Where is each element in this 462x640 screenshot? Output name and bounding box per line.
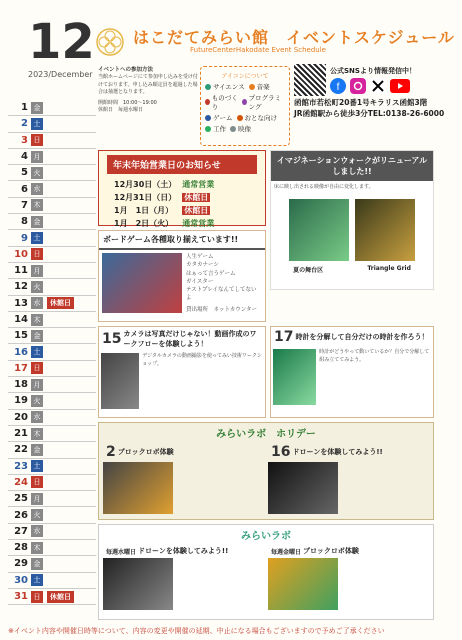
calendar-day (8, 181, 96, 197)
notice-title: 年末年始営業日のお知らせ (107, 155, 257, 174)
calendar-day (8, 312, 96, 328)
weekday-badge: 木 (31, 542, 43, 554)
calendar-day (8, 377, 96, 393)
calendar-day (8, 230, 96, 246)
youtube-icon[interactable] (390, 78, 410, 94)
day-number: 31 (14, 591, 28, 603)
x-icon[interactable] (370, 78, 386, 94)
calendar-day (8, 344, 96, 360)
board-item: ガイスター (185, 278, 214, 285)
weekday-badge: 水 (31, 411, 43, 423)
imagination-body: 床に映し出される映像が自由に変化します。 (274, 184, 374, 190)
weekday-badge: 火 (31, 395, 43, 407)
day-number: 5 (21, 167, 28, 179)
calendar-day (8, 426, 96, 442)
info-body: 当館ホームページにて参加申し込みを受け付けております。申し込み順定員を超過した場合は抽選となります。 (98, 74, 198, 96)
calendar-column (8, 100, 96, 605)
calendar-day (8, 165, 96, 181)
page-subtitle: FutureCenterHakodate Event Schedule (190, 46, 326, 54)
day-number: 15 (14, 330, 28, 342)
imagination-caption-1: 夏の舞台区 (293, 266, 324, 274)
info-row-1: 開館時間 10:00～19:00 (98, 99, 157, 106)
board-item: テストプレイなんてしてないよ (185, 287, 257, 302)
day-number: 7 (21, 199, 28, 211)
category-item: 映像 (238, 125, 251, 133)
day-number: 20 (14, 411, 28, 423)
weekday-badge: 金 (31, 330, 43, 342)
day-number: 4 (21, 151, 28, 163)
holiday-left-photo (103, 462, 173, 514)
weekday-badge: 月 (31, 379, 43, 391)
event-title: 時計を分解して自分だけの時計を作ろう！ (295, 333, 429, 341)
imagination-photo-1 (289, 199, 349, 261)
day-number: 27 (14, 525, 28, 537)
calendar-day (8, 100, 96, 116)
weekday-badge: 日 (31, 362, 43, 374)
day-number: 12 (14, 281, 28, 293)
event-day: 2 (106, 444, 116, 460)
day-number: 29 (14, 558, 28, 570)
weekday-badge: 土 (31, 460, 43, 472)
category-item: ものづくり (211, 94, 238, 111)
facebook-icon[interactable] (330, 78, 346, 94)
board-item: カタカナーシ (185, 262, 219, 269)
category-legend (200, 66, 290, 146)
weekday-badge: 木 (31, 314, 43, 326)
notice-status: 休館日 (184, 206, 209, 215)
calendar-day (8, 116, 96, 132)
calendar-day (8, 540, 96, 556)
weekday-badge: 木 (31, 428, 43, 440)
day-number: 25 (14, 493, 28, 505)
calendar-day (8, 589, 96, 605)
notice-status: 通常営業 (182, 180, 215, 189)
board-item: 人生ゲーム (185, 254, 214, 260)
calendar-day (8, 556, 96, 572)
mirai-lab (98, 524, 434, 620)
event-title: ブロックロボ体験 (303, 547, 359, 555)
calendar-day (8, 279, 96, 295)
weekday-badge: 金 (31, 558, 43, 570)
day-number: 24 (14, 476, 28, 488)
weekday-badge: 金 (31, 444, 43, 456)
notice-table (111, 178, 217, 230)
year-label: 2023/December (28, 70, 93, 79)
calendar-day (8, 361, 96, 377)
notice-date: 1月 2日（火） (114, 219, 174, 228)
day-number: 30 (14, 574, 28, 586)
board-title: ボードゲーム各種取り揃えています!! (99, 231, 265, 250)
flower-logo-icon (95, 27, 125, 57)
holiday-title: みらいラボ ホリデー (216, 429, 316, 440)
new-year-notice (98, 150, 266, 226)
day-number: 26 (14, 509, 28, 521)
calendar-day (8, 491, 96, 507)
category-item: ゲーム (213, 114, 233, 122)
event-title: カメラは写真だけじゃない！動画作成のワークフローを体験しよう！ (123, 330, 257, 348)
notice-date: 12月31日（日） (114, 193, 177, 202)
lab-left-photo (103, 558, 173, 610)
category-item: プログラミング (248, 94, 282, 111)
page-title: はこだてみらい館 イベントスケジュール (133, 28, 455, 47)
day-number: 16 (14, 346, 28, 358)
weekday-badge: 木 (31, 199, 43, 211)
lab-right-photo (268, 558, 338, 610)
qr-code-icon[interactable] (294, 64, 326, 96)
board-place: 貸出場所 ネットカウンター (185, 306, 258, 313)
closed-badge: 休館日 (47, 297, 74, 309)
weekday-badge: 月 (31, 493, 43, 505)
event-day: 15 (102, 331, 122, 347)
weekday-badge: 日 (31, 134, 43, 146)
calendar-day (8, 133, 96, 149)
calendar-day (8, 573, 96, 589)
event-15-photo (101, 353, 139, 409)
info-heading: イベントへの参加方法 (98, 67, 154, 73)
event-title: ドローンを体験してみよう!! (292, 448, 383, 456)
sns-block (294, 64, 454, 96)
calendar-day (8, 214, 96, 230)
imagination-title: イマジネーションウォークがリニューアルしました!! (271, 151, 433, 181)
sns-label: 公式SNSより情報発信中！ (330, 67, 416, 75)
notice-status: 通常営業 (182, 219, 215, 228)
category-title: アイコンについて (221, 73, 269, 80)
calendar-day (8, 442, 96, 458)
weekday-badge: 日 (31, 248, 43, 260)
info-row-2: 休館日 毎週水曜日 (98, 107, 144, 114)
notice-date: 1月 1日（月） (114, 206, 174, 215)
weekday-badge: 火 (31, 167, 43, 179)
category-item: おとな向け (244, 114, 277, 122)
day-number: 2 (21, 118, 28, 130)
category-item: 音楽 (256, 83, 270, 91)
weekday-badge: 金 (31, 216, 43, 228)
event-body: 時計がどうやって動いているか？自分で分解して組み立ててみよう。 (319, 349, 430, 363)
weekday-badge: 金 (31, 102, 43, 114)
event-day: 17 (274, 329, 294, 345)
weekday-badge: 水 (31, 525, 43, 537)
day-number: 9 (21, 232, 28, 244)
instagram-icon[interactable] (350, 78, 366, 94)
notice-status: 休館日 (184, 193, 209, 202)
day-number: 23 (14, 460, 28, 472)
weekday-badge: 月 (31, 265, 43, 277)
weekday-badge: 月 (31, 151, 43, 163)
address-line-2: JR函館駅から徒歩3分TEL:0138-26-6000 (294, 108, 445, 118)
category-item: サイエンス (213, 83, 245, 91)
event-day: 16 (271, 444, 291, 460)
lab-label: 毎週金曜日 (271, 548, 302, 556)
weekday-badge: 火 (31, 281, 43, 293)
board-photo (102, 253, 182, 313)
address-line-1: 函館市若松町20番1号キラリス函館3階 (294, 98, 428, 107)
calendar-day (8, 410, 96, 426)
month-number: 12 (28, 14, 95, 70)
calendar-day (8, 296, 96, 312)
notice-date: 12月30日（土） (114, 180, 177, 189)
weekday-badge: 火 (31, 509, 43, 521)
lab-label: 毎週水曜日 (106, 548, 137, 556)
event-17-card (270, 326, 434, 418)
calendar-day (8, 507, 96, 523)
weekday-badge: 土 (31, 118, 43, 130)
day-number: 14 (14, 314, 28, 325)
weekday-badge: 日 (31, 591, 43, 603)
event-15-card (98, 326, 266, 418)
day-number: 8 (21, 216, 28, 228)
calendar-day (8, 459, 96, 475)
info-box (98, 66, 198, 144)
calendar-day (8, 247, 96, 263)
day-number: 28 (14, 542, 28, 554)
closed-badge: 休館日 (47, 591, 74, 603)
calendar-day (8, 198, 96, 214)
weekday-badge: 土 (31, 232, 43, 244)
day-number: 18 (14, 379, 28, 391)
imagination-walk-card (270, 150, 434, 290)
calendar-day (8, 328, 96, 344)
lab-title: みらいラボ (241, 531, 291, 542)
day-number: 6 (21, 183, 28, 195)
calendar-day (8, 149, 96, 165)
day-number: 21 (14, 428, 28, 440)
footer-note: ※イベント内容や開催日時等について、内容の変更や開催の延期、中止になる場合もございますので予めご了承ください (8, 627, 385, 635)
calendar-day (8, 393, 96, 409)
day-number: 13 (14, 297, 28, 309)
board-game-card (98, 230, 266, 322)
board-item: はぁって言うゲーム (185, 270, 236, 277)
event-title: ブロックロボ体験 (117, 448, 174, 456)
day-number: 3 (21, 134, 28, 146)
day-number: 17 (14, 362, 28, 374)
calendar-day (8, 263, 96, 279)
weekday-badge: 水 (31, 297, 43, 309)
address-block (294, 98, 444, 119)
svg-text:f: f (336, 82, 340, 93)
calendar-day (8, 475, 96, 491)
event-title: ドローンを体験してみよう!! (138, 547, 229, 555)
day-number: 10 (14, 248, 28, 260)
category-item: 工作 (213, 125, 226, 133)
imagination-caption-2: Triangle Grid (367, 264, 411, 272)
day-number: 11 (14, 265, 28, 277)
event-17-photo (273, 349, 316, 405)
calendar-day (8, 524, 96, 540)
event-body: デジタルカメラの動画撮影を使ってみい技術ワークショップ。 (142, 353, 262, 367)
mirai-lab-holiday (98, 422, 434, 520)
weekday-badge: 土 (31, 346, 43, 358)
weekday-badge: 水 (31, 183, 43, 195)
day-number: 19 (14, 395, 28, 407)
day-number: 22 (14, 444, 28, 456)
weekday-badge: 日 (31, 476, 43, 488)
holiday-right-photo (268, 462, 338, 514)
weekday-badge: 土 (31, 574, 43, 586)
imagination-photo-2 (355, 199, 415, 261)
day-number: 1 (21, 102, 28, 114)
